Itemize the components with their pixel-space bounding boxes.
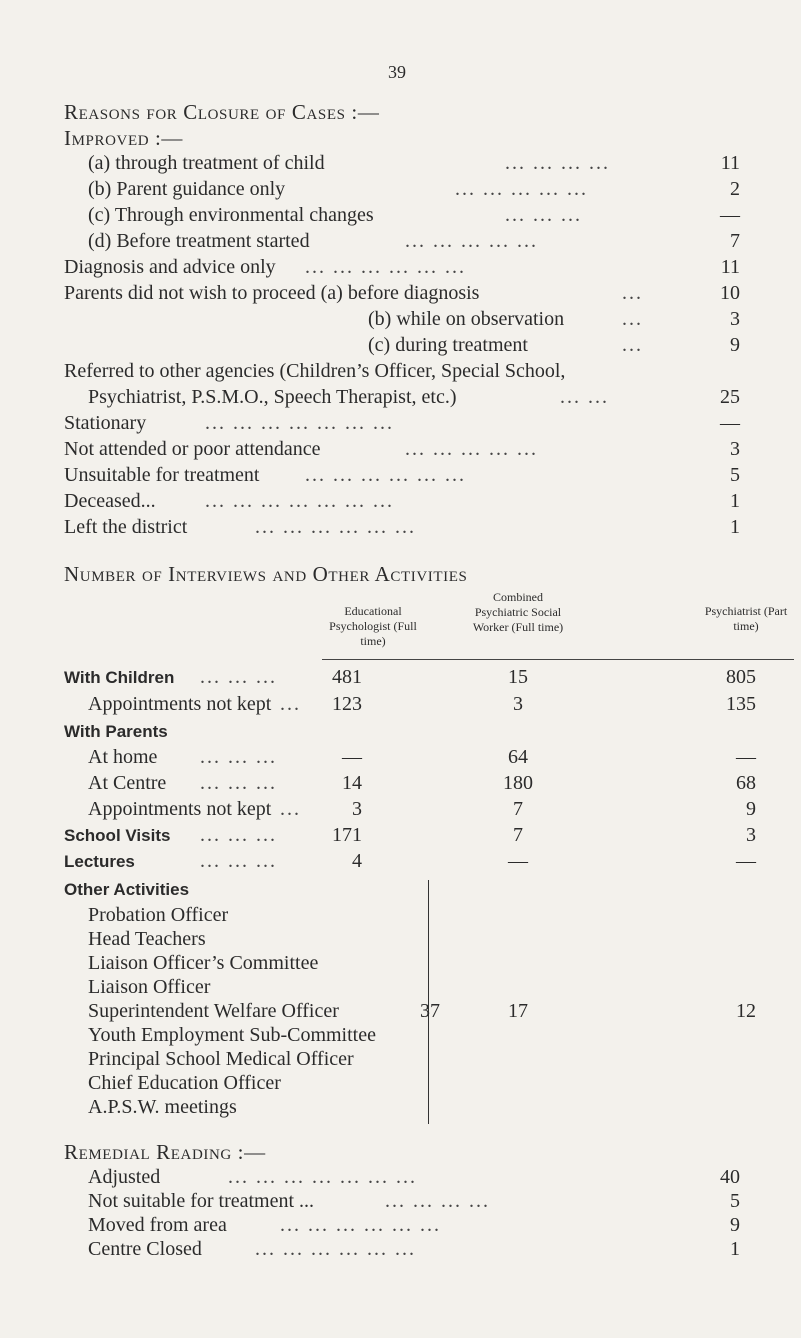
dot-leader: ... ... ... ... ... ... bbox=[305, 256, 466, 278]
table-cell: — bbox=[736, 850, 756, 872]
list-item-label: (b) Parent guidance only bbox=[88, 178, 286, 200]
dot-leader: ... ... ... ... ... ... ... bbox=[205, 412, 394, 434]
list-item-label: (d) Before treatment started bbox=[88, 230, 310, 252]
list-item-value: 7 bbox=[730, 230, 740, 252]
list-item: Liaison Officer bbox=[88, 976, 211, 998]
list-item-label: (b) while on observation bbox=[368, 308, 565, 330]
dot-leader: ... ... ... ... bbox=[505, 152, 610, 174]
dot-leader: ... ... ... ... ... bbox=[455, 178, 588, 200]
list-item: Superintendent Welfare Officer bbox=[88, 1000, 339, 1022]
dot-leader: ... ... ... bbox=[200, 746, 277, 768]
list-item-label: Psychiatrist, P.S.M.O., Speech Therapist, etc.) bbox=[88, 386, 457, 408]
list-item: A.P.S.W. meetings bbox=[88, 1096, 237, 1118]
list-item: Youth Employment Sub-Committee bbox=[88, 1024, 376, 1046]
dot-leader: ... ... ... ... ... ... bbox=[280, 1214, 441, 1236]
list-item: Liaison Officer’s Committee bbox=[88, 952, 319, 974]
list-item-value: 5 bbox=[730, 464, 740, 486]
table-cell: 37 bbox=[420, 1000, 440, 1022]
table-row-label: Appointments not kept bbox=[88, 693, 272, 715]
list-item-value: 11 bbox=[720, 152, 740, 174]
reasons-heading: Reasons for Closure of Cases :— bbox=[64, 100, 380, 124]
table-cell: 17 bbox=[508, 1000, 528, 1022]
table-cell: 9 bbox=[746, 798, 756, 820]
list-item: Head Teachers bbox=[88, 928, 206, 950]
table-cell: 171 bbox=[332, 824, 362, 846]
dot-leader: ... ... ... ... ... ... bbox=[255, 516, 416, 538]
list-item-label: (c) during treatment bbox=[368, 334, 528, 356]
list-item-value: 5 bbox=[730, 1190, 740, 1212]
list-item-label: Referred to other agencies (Children’s Officer, Special School, bbox=[64, 360, 566, 382]
table-row-label: Appointments not kept bbox=[88, 798, 272, 820]
list-item-value: 1 bbox=[730, 516, 740, 538]
table-cell: 3 bbox=[352, 798, 362, 820]
list-item: Chief Education Officer bbox=[88, 1072, 281, 1094]
list-item-label: Centre Closed bbox=[88, 1238, 202, 1260]
table-cell: 180 bbox=[503, 772, 533, 794]
dot-leader: ... ... ... ... ... ... bbox=[255, 1238, 416, 1260]
page-number: 39 bbox=[388, 62, 406, 82]
list-item-value: — bbox=[720, 204, 740, 226]
list-item-label: Parents did not wish to proceed (a) before diagnosis bbox=[64, 282, 480, 304]
list-item-label: Not attended or poor attendance bbox=[64, 438, 321, 460]
table-cell: 123 bbox=[332, 693, 362, 715]
other-activities-label: Other Activities bbox=[64, 880, 190, 899]
table-cell: — bbox=[508, 850, 528, 872]
list-item: Probation Officer bbox=[88, 904, 229, 926]
list-item-value: 10 bbox=[720, 282, 740, 304]
improved-label: Improved :— bbox=[64, 126, 184, 150]
list-item-value: 2 bbox=[730, 178, 740, 200]
table-cell: 481 bbox=[332, 666, 362, 688]
dot-leader: ... ... ... ... ... bbox=[405, 438, 538, 460]
list-item-value: 11 bbox=[720, 256, 740, 278]
table-row-label: With Parents bbox=[64, 722, 168, 741]
list-item-value: 3 bbox=[730, 438, 740, 460]
list-item-value: 1 bbox=[730, 1238, 740, 1260]
list-item-label: Left the district bbox=[64, 516, 188, 538]
list-item-label: (c) Through environmental changes bbox=[88, 204, 374, 226]
table-row-label: School Visits bbox=[64, 826, 171, 845]
list-item-label: Adjusted bbox=[88, 1166, 161, 1188]
list-item-value: 40 bbox=[720, 1166, 740, 1188]
list-item-label: Moved from area bbox=[88, 1214, 227, 1236]
table-cell: 4 bbox=[352, 850, 362, 872]
table-cell: 3 bbox=[746, 824, 756, 846]
list-item-value: 1 bbox=[730, 490, 740, 512]
dot-leader: ... ... ... bbox=[505, 204, 582, 226]
header-rule bbox=[322, 659, 794, 660]
remedial-heading: Remedial Reading :— bbox=[64, 1140, 266, 1164]
dot-leader: ... ... ... bbox=[200, 666, 277, 688]
dot-leader: ... bbox=[280, 693, 301, 715]
list-item-value: 25 bbox=[720, 386, 740, 408]
dot-leader: ... ... ... ... bbox=[385, 1190, 490, 1212]
table-cell: 3 bbox=[513, 693, 523, 715]
table-cell: 7 bbox=[513, 824, 523, 846]
list-item-label: Stationary bbox=[64, 412, 147, 434]
dot-leader: ... ... ... bbox=[200, 850, 277, 872]
column-header-educational-psychologist: Educational Psychologist (Full time) bbox=[329, 604, 417, 648]
dot-leader: ... ... ... ... ... bbox=[405, 230, 538, 252]
list-item-label: Deceased... bbox=[64, 490, 156, 512]
dot-leader: ... ... ... ... ... ... ... bbox=[205, 490, 394, 512]
list-item-value: 9 bbox=[730, 1214, 740, 1236]
table-row-label: At home bbox=[88, 746, 158, 768]
table-cell: 68 bbox=[736, 772, 756, 794]
dot-leader: ... bbox=[622, 308, 643, 330]
table-cell: 14 bbox=[342, 772, 362, 794]
dot-leader: ... ... ... ... ... ... ... bbox=[228, 1166, 417, 1188]
dot-leader: ... bbox=[280, 798, 301, 820]
dot-leader: ... ... bbox=[560, 386, 609, 408]
table-row-label: Lectures bbox=[64, 852, 135, 871]
list-item-label: (a) through treatment of child bbox=[88, 152, 325, 174]
table-row-label: At Centre bbox=[88, 772, 167, 794]
list-item-value: 9 bbox=[730, 334, 740, 356]
list-item-value: 3 bbox=[730, 308, 740, 330]
table-cell: 12 bbox=[736, 1000, 756, 1022]
list-item-label: Not suitable for treatment ... bbox=[88, 1190, 315, 1212]
table-cell: — bbox=[342, 746, 362, 768]
table-cell: 64 bbox=[508, 746, 528, 768]
table-cell: 135 bbox=[726, 693, 756, 715]
list-item-label: Diagnosis and advice only bbox=[64, 256, 276, 278]
dot-leader: ... ... ... bbox=[200, 824, 277, 846]
dot-leader: ... bbox=[622, 282, 643, 304]
table-row-label: With Children bbox=[64, 668, 175, 687]
list-item-value: — bbox=[720, 412, 740, 434]
dot-leader: ... ... ... ... ... ... bbox=[305, 464, 466, 486]
column-header-psychiatric-social-worker: Combined Psychiatric Social Worker (Full time) bbox=[472, 590, 564, 634]
table-cell: 7 bbox=[513, 798, 523, 820]
table-cell: 15 bbox=[508, 666, 528, 688]
dot-leader: ... bbox=[622, 334, 643, 356]
dot-leader: ... ... ... bbox=[200, 772, 277, 794]
list-item-label: Unsuitable for treatment bbox=[64, 464, 260, 486]
interviews-heading: Number of Interviews and Other Activities bbox=[64, 562, 468, 586]
column-header-psychiatrist: Psychiatrist (Part time) bbox=[704, 604, 788, 633]
table-cell: 805 bbox=[726, 666, 756, 688]
table-cell: — bbox=[736, 746, 756, 768]
list-item: Principal School Medical Officer bbox=[88, 1048, 354, 1070]
